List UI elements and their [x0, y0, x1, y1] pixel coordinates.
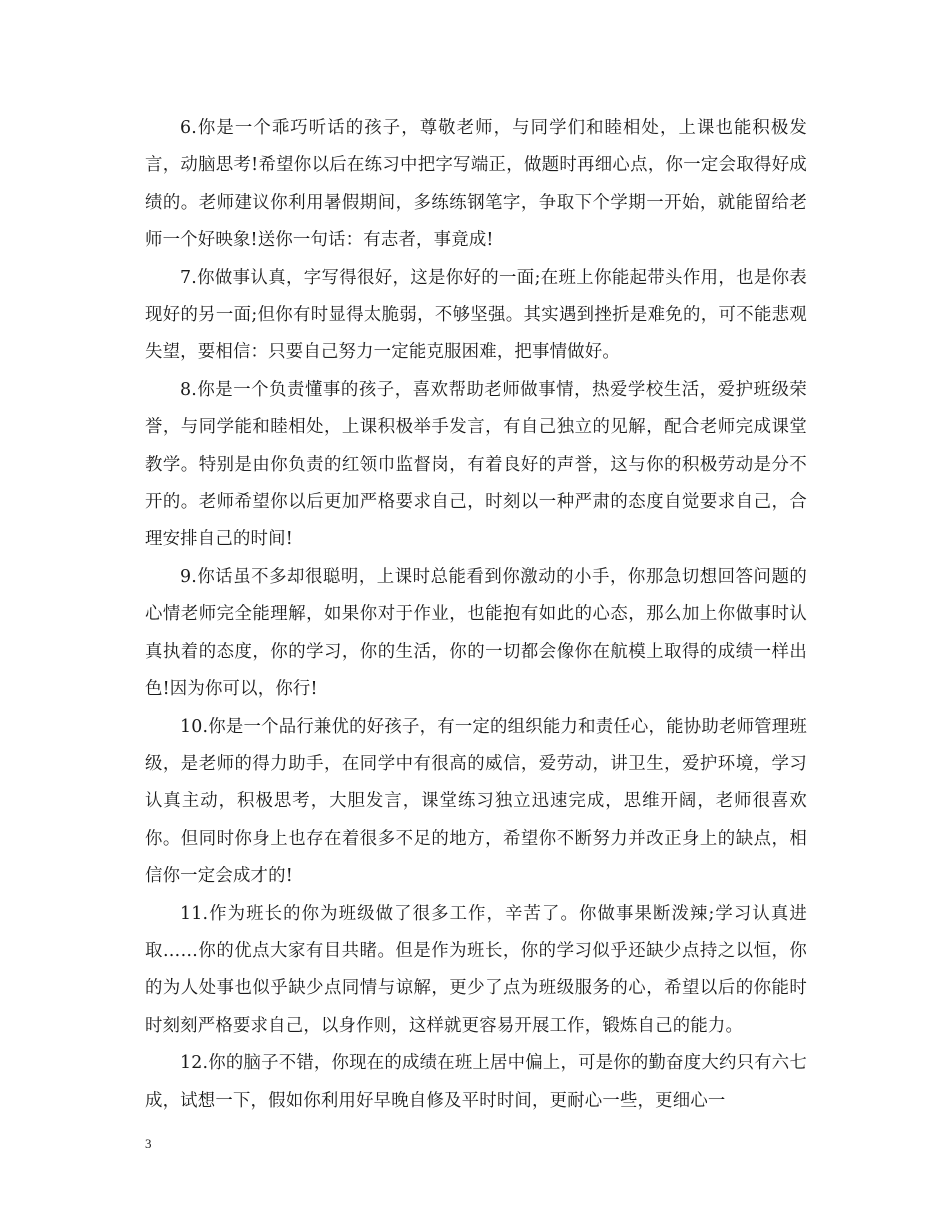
page-number: 3: [145, 1136, 152, 1151]
document-body: [145, 110, 807, 1120]
comment-paragraph-6: 6.你是一个乖巧听话的孩子，尊敬老师，与同学们和睦相处，上课也能积极发言，动脑思考!希望你以后在练习中把字写端正，做题时再细心点，你一定会取得好成绩的。老师建议你利用暑假期间，多练练钢笔字，争取下个学期一开始，就能留给老师一个好映象!送你一句话：有志者，事竟成!: [145, 118, 807, 251]
comment-paragraph-11: 11.作为班长的你为班级做了很多工作，辛苦了。你做事果断泼辣;学习认真进取……你的优点大家有目共睹。但是作为班长，你的学习似乎还缺少点持之以恒，你的为人处事也似乎缺少点同情与谅解，更少了点为班级服务的心，希望以后的你能时时刻刻严格要求自己，以身作则，这样就更容易开展工作，锻炼自己的能力。: [145, 903, 807, 1036]
comment-paragraph-7: 7.你做事认真，字写得很好，这是你好的一面;在班上你能起带头作用，也是你表现好的另一面;但你有时显得太脆弱，不够坚强。其实遇到挫折是难免的，可不能悲观失望，要相信：只要自己努力一定能克服困难，把事情做好。: [145, 267, 807, 363]
comment-paragraph-10: 10.你是一个品行兼优的好孩子，有一定的组织能力和责任心，能协助老师管理班级，是老师的得力助手，在同学中有很高的威信，爱劳动，讲卫生，爱护环境，学习认真主动，积极思考，大胆发言，课堂练习独立迅速完成，思维开阔，老师很喜欢你。但同时你身上也存在着很多不足的地方，希望你不断努力并改正身上的缺点，相信你一定会成才的!: [145, 716, 807, 887]
comment-paragraph-9: 9.你话虽不多却很聪明，上课时总能看到你激动的小手，你那急切想回答问题的心情老师完全能理解，如果你对于作业，也能抱有如此的心态，那么加上你做事时认真执着的态度，你的学习，你的生活，你的一切都会像你在航模上取得的成绩一样出色!因为你可以，你行!: [145, 566, 807, 700]
comment-paragraph-8: 8.你是一个负责懂事的孩子，喜欢帮助老师做事情，热爱学校生活，爱护班级荣誉，与同学能和睦相处，上课积极举手发言，有自己独立的见解，配合老师完成课堂教学。特别是由你负责的红领巾监督岗，有着良好的声誉，这与你的积极劳动是分不开的。老师希望你以后更加严格要求自己，时刻以一种严肃的态度自觉要求自己，合理安排自己的时间!: [145, 379, 807, 550]
comment-paragraph-12: 12.你的脑子不错，你现在的成绩在班上居中偏上，可是你的勤奋度大约只有六七成，试想一下，假如你利用好早晚自修及平时时间，更耐心一些，更细心一: [145, 1053, 807, 1111]
